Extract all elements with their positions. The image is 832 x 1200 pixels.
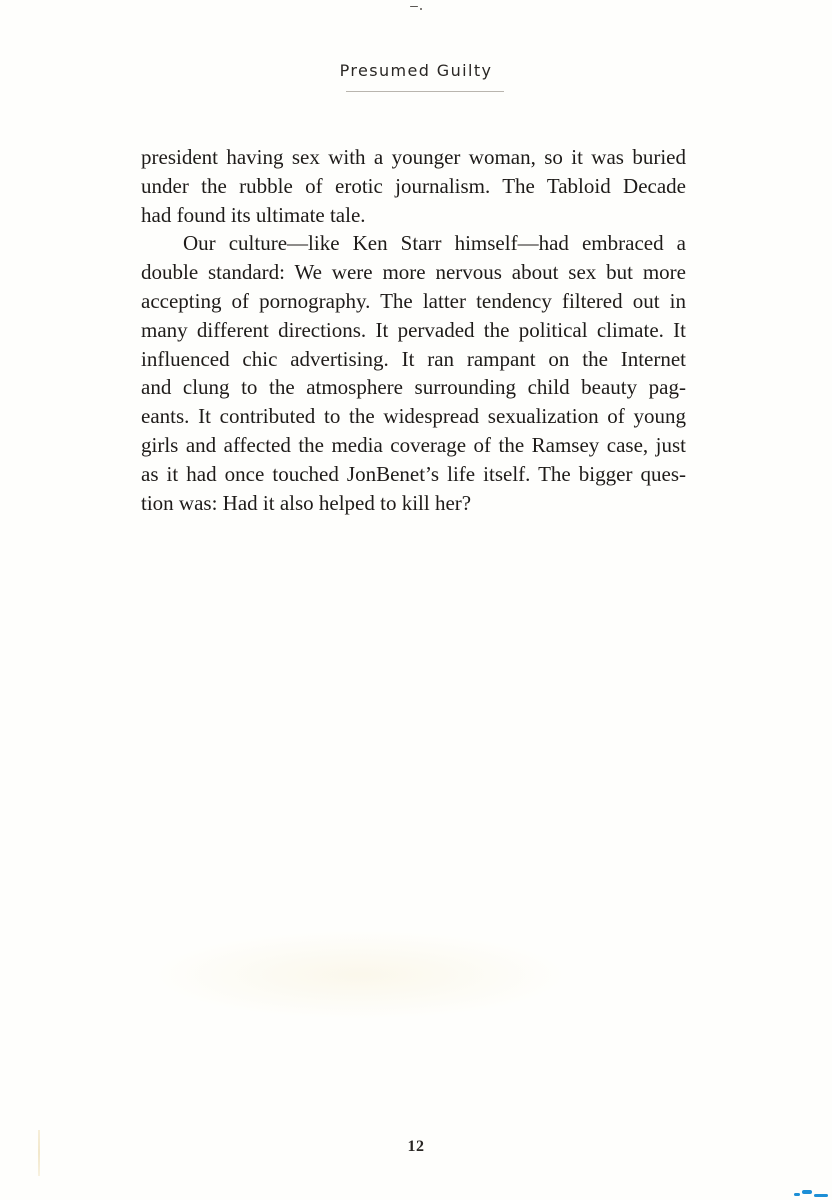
text-line: girls and affected the media coverage of the Ramsey case, just [141, 432, 686, 457]
header-rule [346, 91, 504, 92]
running-head-title: Presumed Guilty [339, 61, 493, 80]
scan-corner-mark [788, 1184, 832, 1200]
text-line: many different directions. It pervaded the political climate. It [141, 317, 686, 342]
paragraph-2 [141, 229, 686, 517]
text-line: influenced chic advertising. It ran rampant on the Internet [141, 346, 686, 371]
show-through-bleed [150, 930, 570, 1020]
text-line: had found its ultimate tale. [141, 202, 366, 227]
text-line: eants. It contributed to the widespread sexualization of young [141, 404, 686, 429]
page-number: 12 [407, 1138, 425, 1155]
text-line: and clung to the atmosphere surrounding child beauty pag- [141, 375, 686, 400]
text-line: tion was: Had it also helped to kill her? [141, 490, 472, 515]
body-text [141, 143, 686, 517]
text-line: Our culture—like Ken Starr himself—had embraced a [183, 231, 686, 256]
text-line: as it had once touched JonBenet’s life itself. The bigger ques- [141, 461, 686, 486]
paragraph-1 [141, 143, 686, 229]
text-line: double standard: We were more nervous about sex but more [141, 260, 686, 285]
text-line: under the rubble of erotic journalism. The Tabloid Decade [141, 173, 686, 198]
scan-speck-top [410, 4, 424, 10]
text-line: accepting of pornography. The latter tendency filtered out in [141, 288, 686, 313]
text-line: president having sex with a younger woman, so it was buried [141, 145, 686, 169]
